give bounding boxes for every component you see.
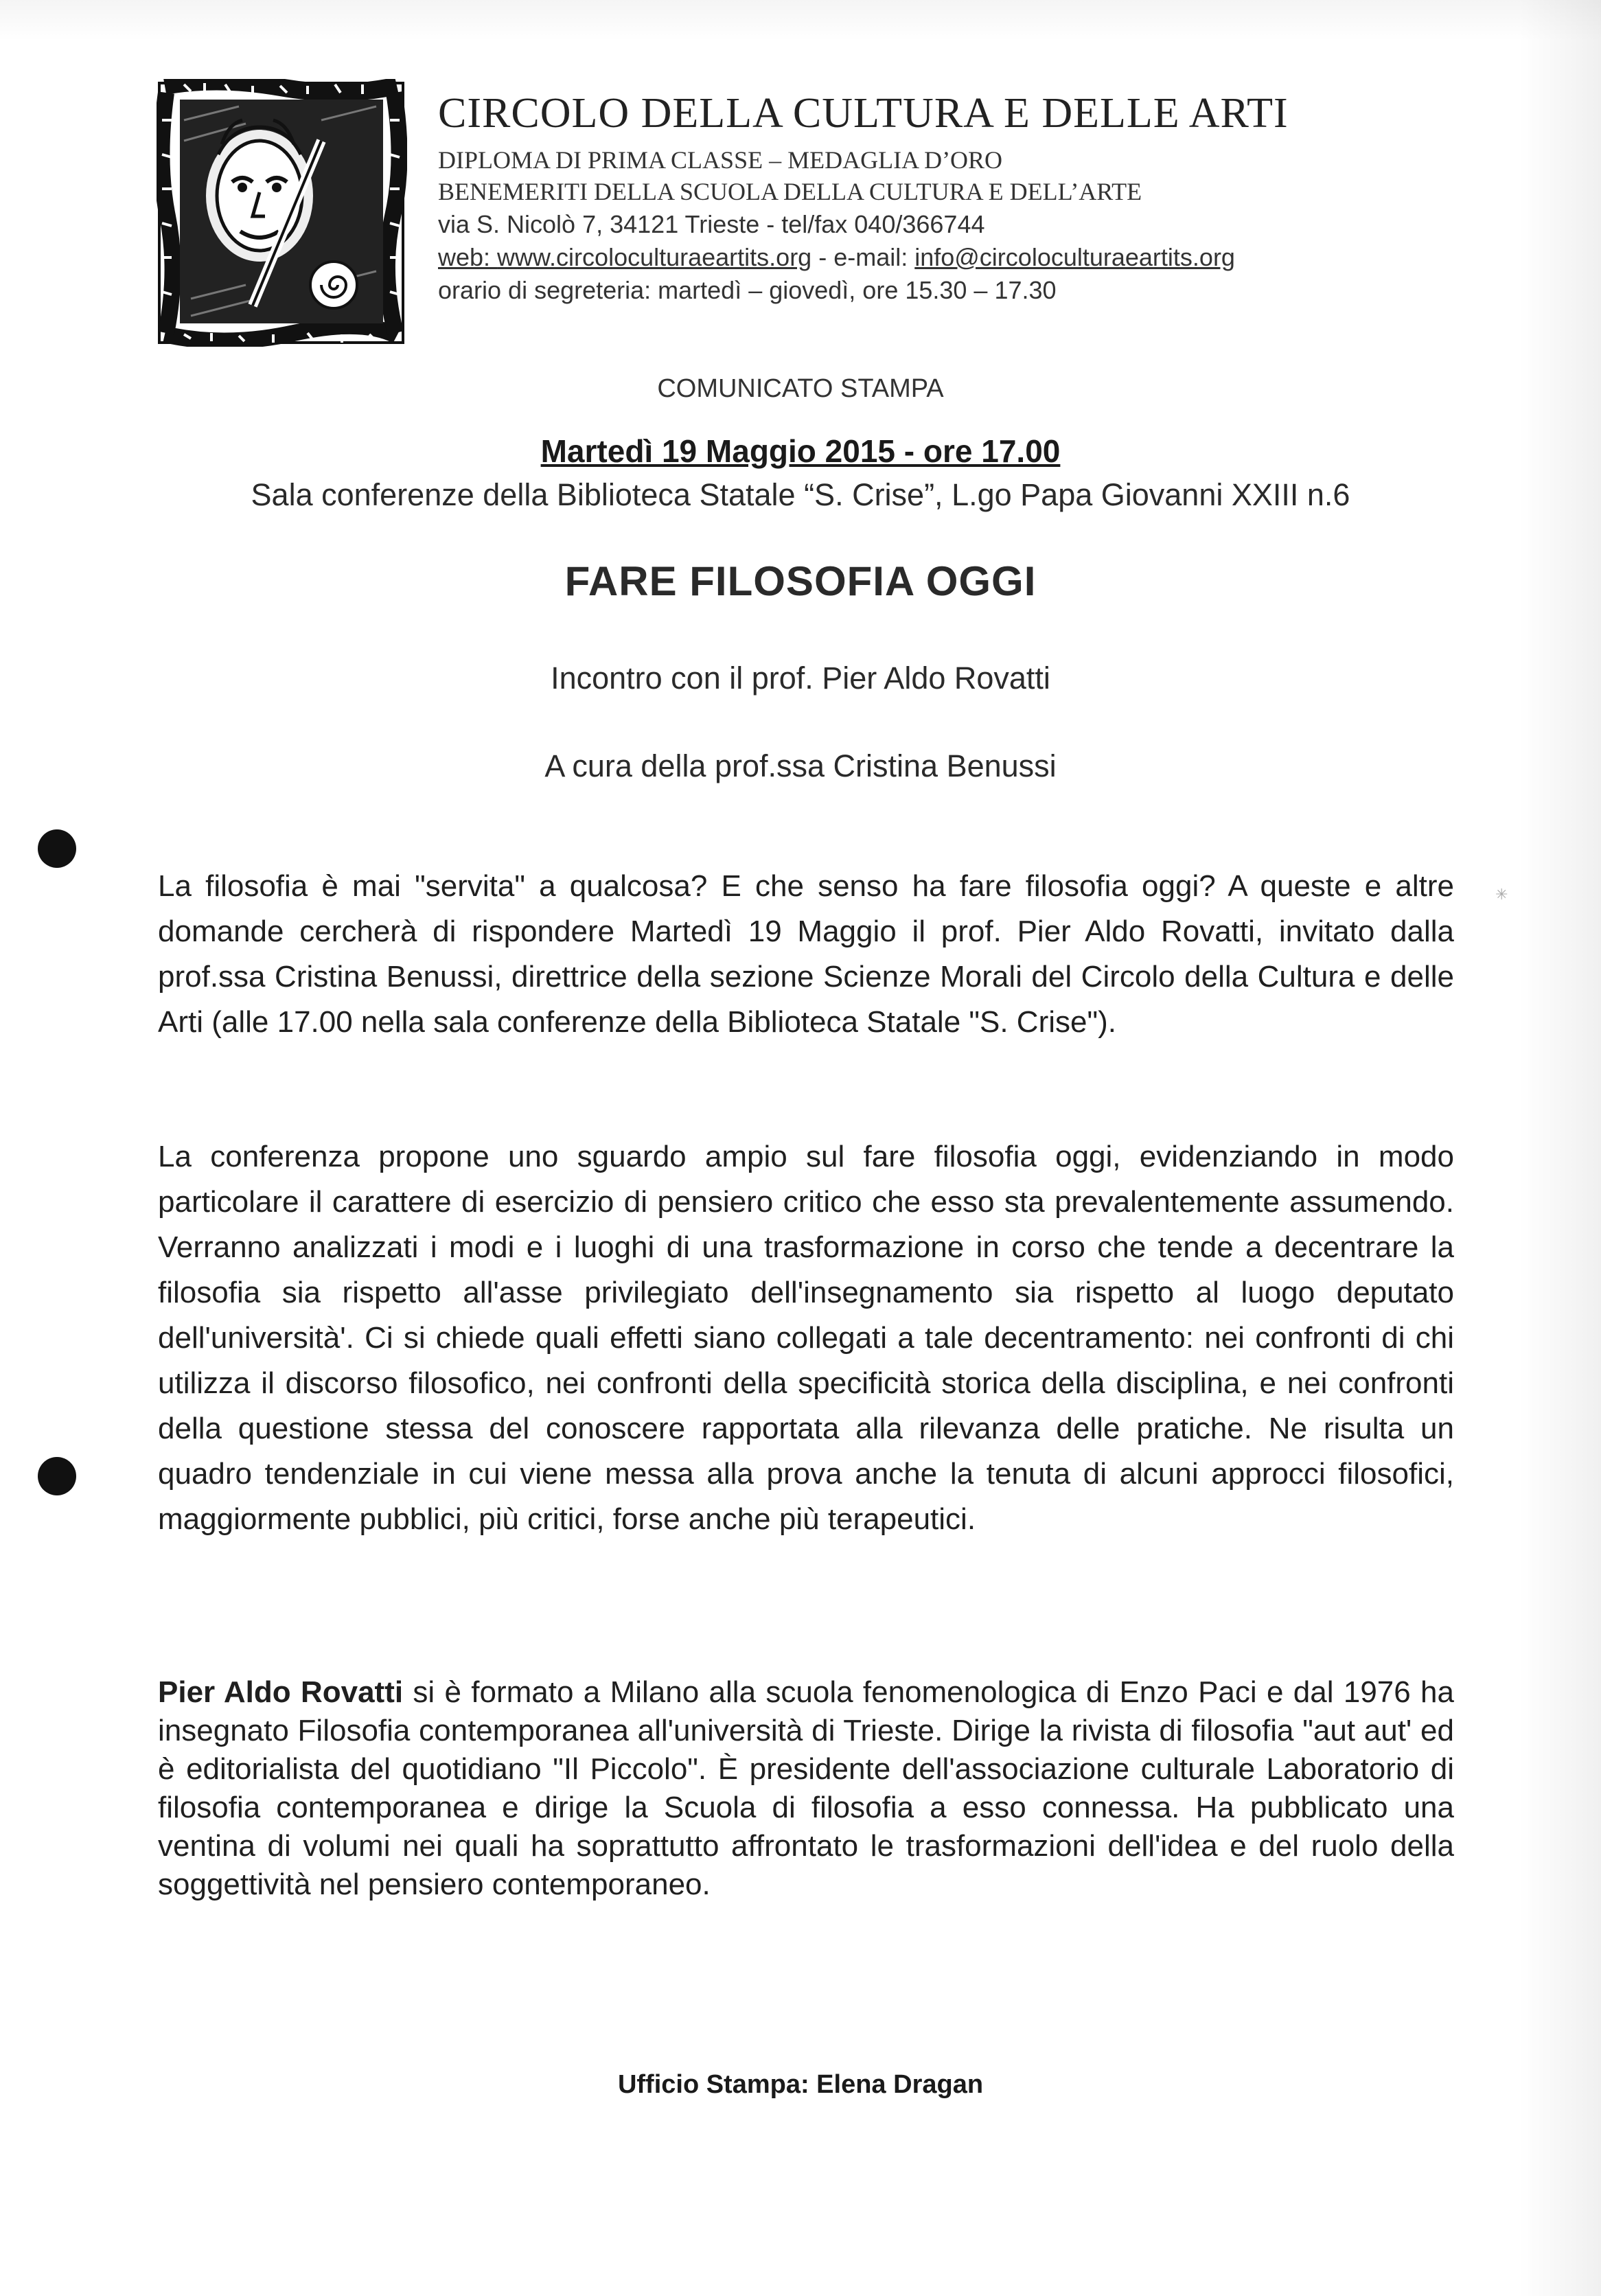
- email-label: - e-mail:: [811, 243, 915, 271]
- scan-shadow-edge: [1519, 0, 1601, 2296]
- scan-shadow-top: [0, 0, 1601, 41]
- org-diploma-line: DIPLOMA DI PRIMA CLASSE – MEDAGLIA D’ORO: [438, 146, 1003, 174]
- web-link[interactable]: www.circoloculturaeartits.org: [497, 243, 812, 271]
- paragraph-bio: [158, 1673, 1454, 1904]
- paragraph-conference: La conferenza propone uno sguardo ampio sul fare filosofia oggi, evidenziando in modo particolare il carattere di esercizio di pensiero critico che esso sta prevalentemente assumendo. Verranno analizzati i modi e i luoghi di una trasformazione in corso che tende a decentrare la filosofia sia rispetto all'asse privilegiato dell'insegnamento sia rispetto al luogo deputato dell'università'. Ci si chiede quali effetti siano collegati a tale decentramento: nei confronti di chi utilizza il discorso filosofico, nei confronti della specificità storica della disciplina, e nei confronti della questione stessa del conoscere rapportata alla rilevanza delle pratiche. Ne risulta un quadro tendenziale in cui viene messa alla prova anche la tenuta di alcuni approcci filosofici, maggiormente pubblici, più critici, forse anche più terapeutici.: [158, 1140, 1454, 1536]
- event-venue: Sala conferenze della Biblioteca Statale “S. Crise”, L.go Papa Giovanni XXIII n.6: [251, 477, 1350, 512]
- web-label: web:: [438, 243, 498, 271]
- bio-name: Pier Aldo Rovatti: [158, 1675, 404, 1709]
- ufficio-stampa: Ufficio Stampa: Elena Dragan: [617, 2070, 984, 2099]
- comunicato-stampa-label: COMUNICATO STAMPA: [657, 374, 944, 403]
- scan-speck: ✳: [1495, 886, 1508, 903]
- event-curator: A cura della prof.ssa Cristina Benussi: [544, 748, 1057, 783]
- punch-hole-bottom: [38, 1457, 76, 1495]
- event-subtitle: Incontro con il prof. Pier Aldo Rovatti: [551, 661, 1050, 696]
- punch-hole-top: [38, 829, 76, 868]
- paragraph-intro: La filosofia è mai "servita" a qualcosa? E che senso ha fare filosofia oggi? A queste e altre domande cercherà di rispondere Martedì 19 Maggio il prof. Pier Aldo Rovatti, invitato dalla prof.ssa Cristina Benussi, direttrice della sezione Scienze Morali del Circolo della Cultura e delle Arti (alle 17.00 nella sala conferenze della Biblioteca Statale "S. Crise").: [158, 869, 1454, 1039]
- circolo-logo: [157, 79, 407, 347]
- org-benemeriti-line: BENEMERITI DELLA SCUOLA DELLA CULTURA E DELL’ARTE: [438, 178, 1142, 205]
- org-name: CIRCOLO DELLA CULTURA E DELLE ARTI: [438, 90, 1289, 137]
- bio-text: si è formato a Milano alla scuola fenomenologica di Enzo Paci e dal 1976 ha insegnato Filosofia contemporanea all'università di Trieste. Dirige la rivista di filosofia "aut aut' ed è editorialista del quotidiano "Il Piccolo". È presidente dell'associazione culturale Laboratorio di filosofia contemporanea e dirige la Scuola di filosofia a esso connessa. Ha pubblicato una ventina di volumi nei quali ha soprattutto affrontato le trasformazioni dell'idea e del ruolo della soggettività nel pensiero contemporaneo.: [158, 1675, 1455, 1901]
- event-date: Martedì 19 Maggio 2015 - ore 17.00: [540, 433, 1061, 469]
- org-office-hours: orario di segreteria: martedì – giovedì, ore 15.30 – 17.30: [438, 276, 1057, 304]
- event-title: FARE FILOSOFIA OGGI: [564, 558, 1037, 604]
- email-link[interactable]: info@circoloculturaeartits.org: [914, 243, 1235, 271]
- org-web-email-line: [438, 243, 1235, 272]
- org-address: via S. Nicolò 7, 34121 Trieste - tel/fax 040/366744: [438, 210, 985, 238]
